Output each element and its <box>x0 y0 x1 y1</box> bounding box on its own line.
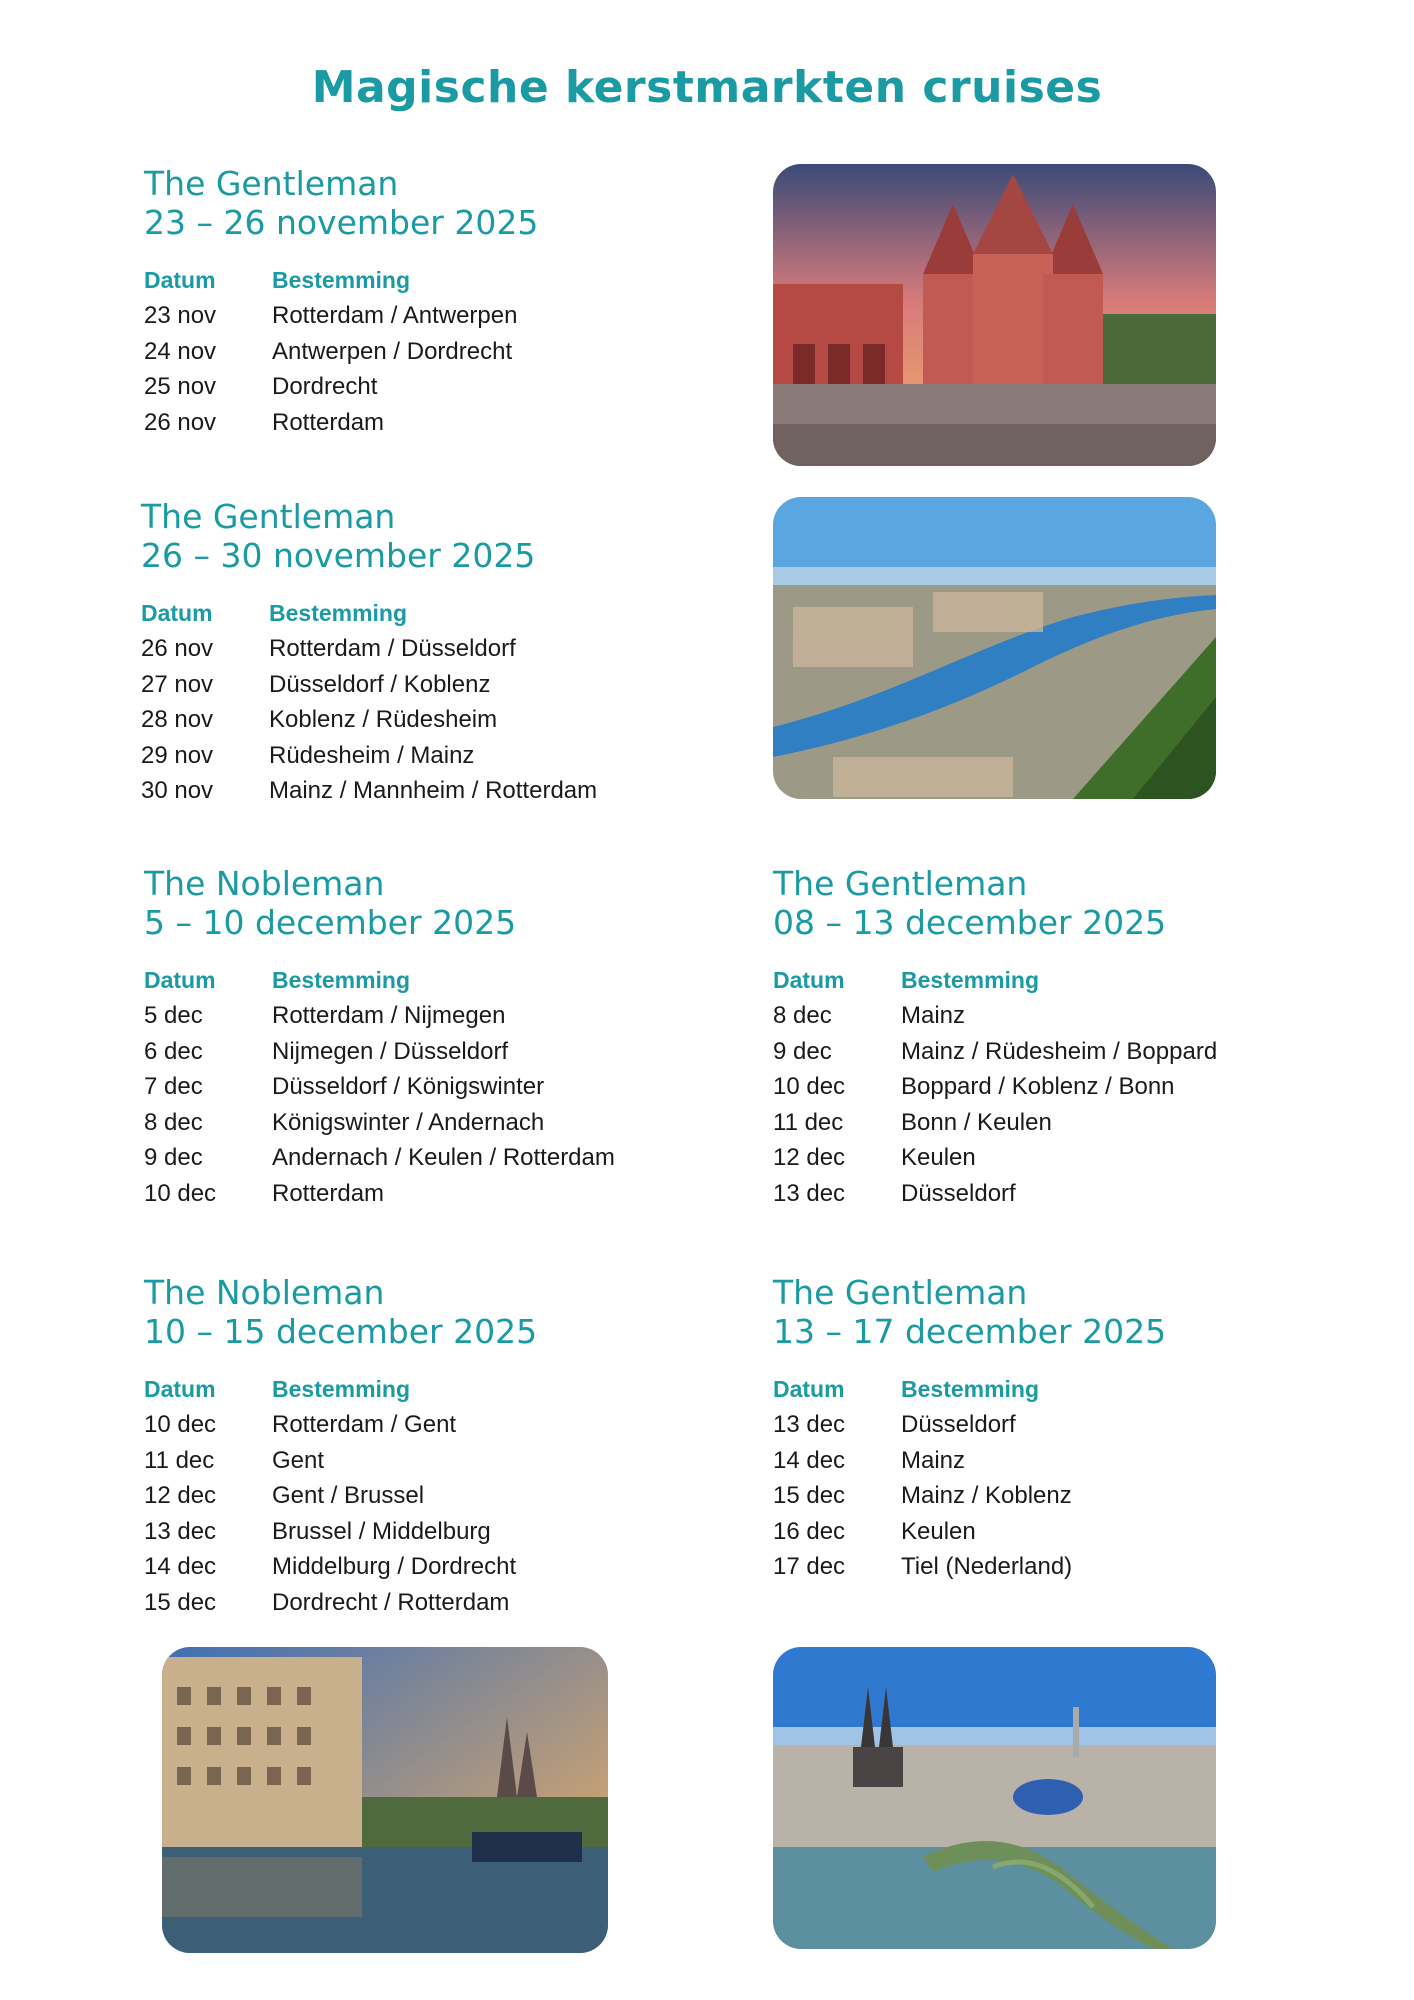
row-date: 14 dec <box>144 1553 217 1581</box>
city-canal-photo <box>162 1647 608 1953</box>
table-header-row <box>144 263 538 299</box>
table-row <box>144 1034 615 1070</box>
row-destination: Rotterdam / Antwerpen <box>272 302 518 330</box>
row-destination: Düsseldorf <box>901 1411 1016 1439</box>
table-header-row <box>773 1372 1166 1408</box>
table-row <box>144 999 615 1035</box>
row-destination: Dordrecht / Rotterdam <box>272 1588 510 1616</box>
itinerary-table <box>144 263 538 441</box>
row-destination: Rotterdam <box>272 1179 385 1207</box>
table-row <box>144 405 538 441</box>
row-date: 17 dec <box>773 1553 846 1581</box>
table-row <box>144 1105 615 1141</box>
table-row <box>773 999 1217 1035</box>
row-date: 11 dec <box>144 1446 215 1474</box>
cathedral-photo <box>773 164 1216 466</box>
row-destination: Dordrecht <box>272 373 378 401</box>
row-destination: Mainz <box>901 1446 966 1474</box>
row-destination: Antwerpen / Dordrecht <box>272 337 513 365</box>
ship-name: The Gentleman <box>144 164 399 203</box>
header-bestemming: Bestemming <box>272 1376 411 1403</box>
table-row <box>144 1479 537 1515</box>
table-row <box>773 1514 1166 1550</box>
page-title: Magische kerstmarkten cruises <box>311 62 1103 113</box>
row-date: 29 nov <box>141 741 214 769</box>
cruise-block <box>773 1273 1166 1585</box>
table-header-row <box>773 963 1217 999</box>
header-datum: Datum <box>773 967 845 994</box>
header-bestemming: Bestemming <box>901 1376 1040 1403</box>
row-date: 28 nov <box>141 706 214 734</box>
row-date: 14 dec <box>773 1446 846 1474</box>
row-destination: Nijmegen / Düsseldorf <box>272 1037 509 1065</box>
row-date: 8 dec <box>773 1002 832 1030</box>
row-date: 9 dec <box>773 1037 832 1065</box>
table-header-row <box>141 596 597 632</box>
cologne-bridge-photo <box>773 1647 1216 1949</box>
row-date: 10 dec <box>773 1073 846 1101</box>
ship-name: The Gentleman <box>773 864 1028 903</box>
row-date: 9 dec <box>144 1144 203 1172</box>
row-destination: Bonn / Keulen <box>901 1108 1052 1136</box>
itinerary-table <box>144 1372 537 1621</box>
row-date: 25 nov <box>144 373 217 401</box>
row-destination: Brussel / Middelburg <box>272 1517 491 1545</box>
ship-name: The Nobleman <box>144 1273 385 1312</box>
row-destination: Gent / Brussel <box>272 1482 425 1510</box>
cruise-block <box>144 164 538 441</box>
row-destination: Tiel (Nederland) <box>901 1553 1073 1581</box>
table-row <box>144 1141 615 1177</box>
cruise-block <box>144 1273 537 1621</box>
cruise-dates: 08 – 13 december 2025 <box>773 903 1167 942</box>
row-date: 12 dec <box>773 1144 846 1172</box>
table-header-row <box>144 963 615 999</box>
header-bestemming: Bestemming <box>272 967 411 994</box>
table-row <box>144 1585 537 1621</box>
header-datum: Datum <box>144 1376 216 1403</box>
row-date: 26 nov <box>144 408 217 436</box>
row-destination: Keulen <box>901 1517 976 1545</box>
table-row <box>144 1176 615 1212</box>
table-row <box>144 1550 537 1586</box>
row-destination: Königswinter / Andernach <box>272 1108 545 1136</box>
row-destination: Düsseldorf <box>901 1179 1016 1207</box>
row-date: 24 nov <box>144 337 217 365</box>
cruise-dates: 10 – 15 december 2025 <box>144 1312 538 1351</box>
table-row <box>144 334 538 370</box>
ship-name: The Gentleman <box>773 1273 1028 1312</box>
header-bestemming: Bestemming <box>272 267 411 294</box>
table-row <box>773 1443 1166 1479</box>
row-date: 6 dec <box>144 1037 203 1065</box>
row-date: 10 dec <box>144 1411 217 1439</box>
table-row <box>144 1443 537 1479</box>
cruise-block <box>144 864 615 1212</box>
itinerary-table <box>141 596 597 809</box>
row-destination: Boppard / Koblenz / Bonn <box>901 1073 1175 1101</box>
row-date: 30 nov <box>141 777 214 805</box>
table-row <box>144 1408 537 1444</box>
row-date: 16 dec <box>773 1517 846 1545</box>
table-row <box>144 299 538 335</box>
table-row <box>141 703 597 739</box>
row-destination: Keulen <box>901 1144 976 1172</box>
row-destination: Rüdesheim / Mainz <box>269 741 475 769</box>
cruise-dates: 13 – 17 december 2025 <box>773 1312 1167 1351</box>
row-date: 7 dec <box>144 1073 203 1101</box>
ship-name: The Gentleman <box>141 497 396 536</box>
row-destination: Mainz / Rüdesheim / Boppard <box>901 1037 1218 1065</box>
row-date: 8 dec <box>144 1108 203 1136</box>
row-destination: Rotterdam / Gent <box>272 1411 457 1439</box>
ship-name: The Nobleman <box>144 864 385 903</box>
table-header-row <box>144 1372 537 1408</box>
itinerary-table <box>773 963 1217 1212</box>
table-row <box>144 370 538 406</box>
row-destination: Mainz / Koblenz <box>901 1482 1072 1510</box>
row-date: 15 dec <box>144 1588 217 1616</box>
header-datum: Datum <box>141 600 213 627</box>
table-row <box>141 774 597 810</box>
row-destination: Düsseldorf / Koblenz <box>269 670 491 698</box>
cruise-block <box>141 497 597 809</box>
header-datum: Datum <box>144 267 216 294</box>
row-destination: Düsseldorf / Königswinter <box>272 1073 545 1101</box>
table-row <box>773 1176 1217 1212</box>
row-date: 13 dec <box>773 1411 846 1439</box>
itinerary-table <box>773 1372 1166 1585</box>
header-datum: Datum <box>144 967 216 994</box>
row-date: 5 dec <box>144 1002 203 1030</box>
row-date: 26 nov <box>141 635 214 663</box>
header-bestemming: Bestemming <box>901 967 1040 994</box>
row-date: 10 dec <box>144 1179 217 1207</box>
itinerary-table <box>144 963 615 1212</box>
row-destination: Andernach / Keulen / Rotterdam <box>272 1144 615 1172</box>
river-valley-photo <box>773 497 1216 799</box>
row-destination: Koblenz / Rüdesheim <box>269 706 498 734</box>
cruise-block <box>773 864 1217 1212</box>
row-destination: Mainz <box>901 1002 966 1030</box>
header-datum: Datum <box>773 1376 845 1403</box>
row-date: 27 nov <box>141 670 214 698</box>
table-row <box>773 1105 1217 1141</box>
table-row <box>141 738 597 774</box>
table-row <box>144 1514 537 1550</box>
header-bestemming: Bestemming <box>269 600 408 627</box>
table-row <box>773 1070 1217 1106</box>
table-row <box>773 1479 1166 1515</box>
table-row <box>144 1070 615 1106</box>
table-row <box>773 1408 1166 1444</box>
cruise-dates: 5 – 10 december 2025 <box>144 903 517 942</box>
row-destination: Gent <box>272 1446 325 1474</box>
row-date: 15 dec <box>773 1482 846 1510</box>
row-date: 13 dec <box>144 1517 217 1545</box>
cruise-dates: 23 – 26 november 2025 <box>144 203 539 242</box>
row-destination: Mainz / Mannheim / Rotterdam <box>269 777 598 805</box>
row-date: 23 nov <box>144 302 217 330</box>
row-destination: Rotterdam / Nijmegen <box>272 1002 506 1030</box>
table-row <box>773 1550 1166 1586</box>
cruise-dates: 26 – 30 november 2025 <box>141 536 536 575</box>
row-destination: Rotterdam / Düsseldorf <box>269 635 516 663</box>
row-date: 12 dec <box>144 1482 217 1510</box>
table-row <box>141 667 597 703</box>
table-row <box>773 1034 1217 1070</box>
row-date: 11 dec <box>773 1108 844 1136</box>
row-date: 13 dec <box>773 1179 846 1207</box>
table-row <box>141 632 597 668</box>
row-destination: Rotterdam <box>272 408 385 436</box>
table-row <box>773 1141 1217 1177</box>
row-destination: Middelburg / Dordrecht <box>272 1553 517 1581</box>
